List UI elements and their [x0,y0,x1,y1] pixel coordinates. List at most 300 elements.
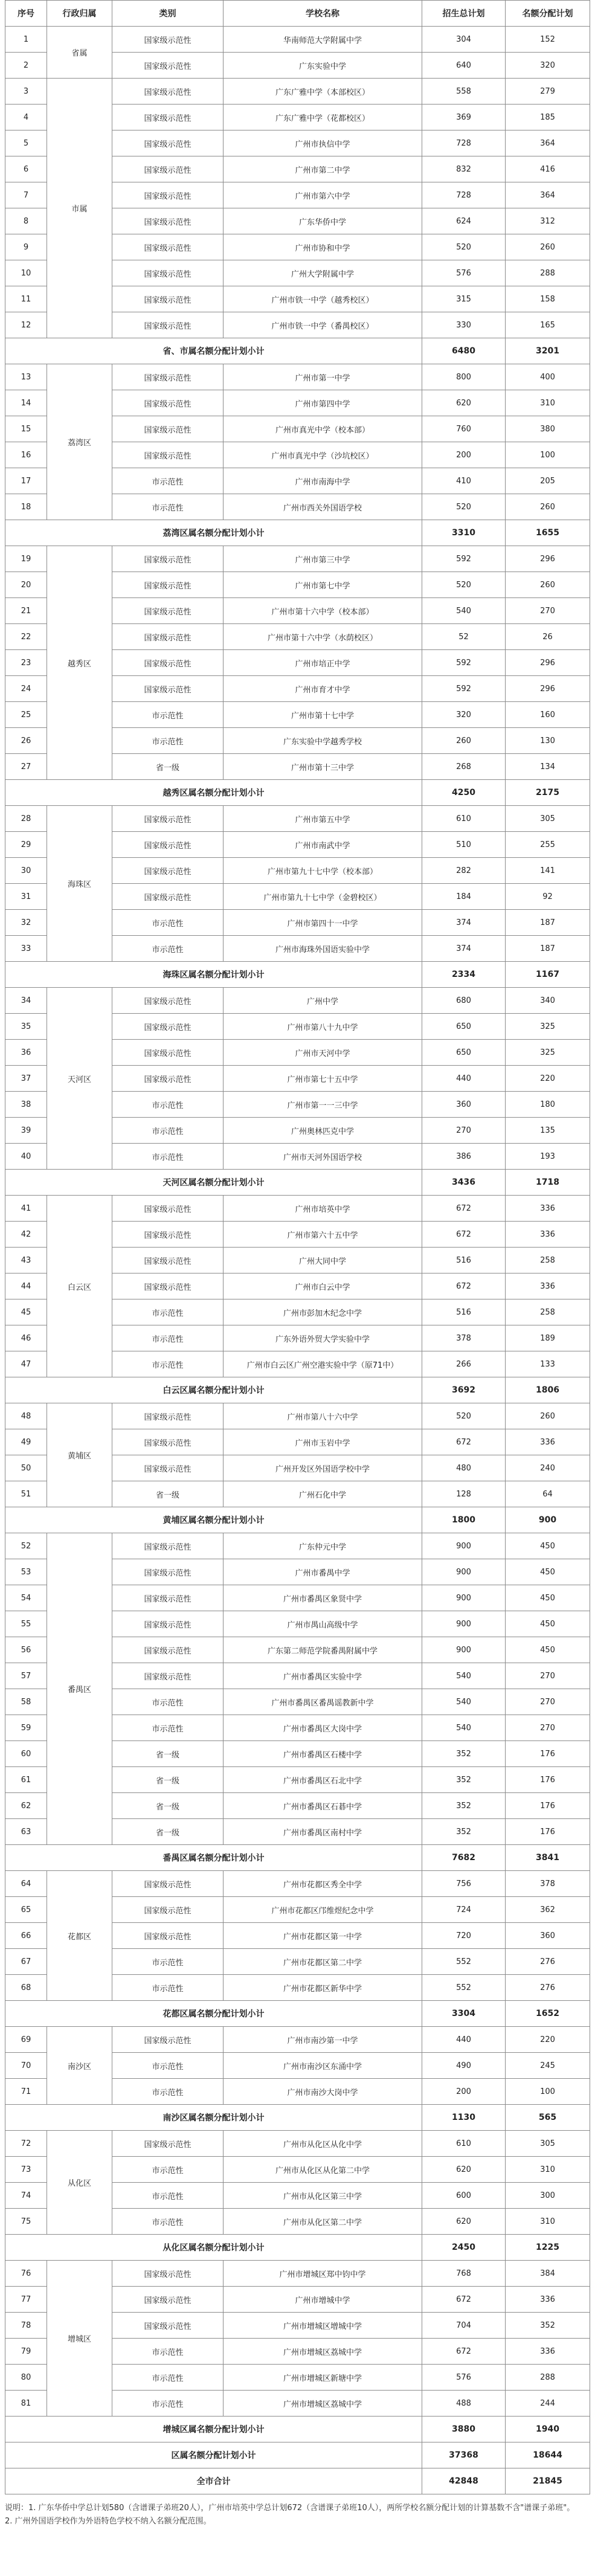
category-cell: 市示范性 [112,2079,224,2105]
row-index: 51 [5,1481,47,1507]
category-cell: 国家级示范性 [112,1222,224,1248]
category-cell: 市示范性 [112,1118,224,1144]
subtotal-row [5,2417,590,2442]
subtotal-quota-plan: 1167 [506,962,590,988]
category-cell: 国家级示范性 [112,1274,224,1299]
grand-total-row-quota-plan: 21845 [506,2468,590,2494]
quota-plan-cell: 288 [506,260,590,286]
category-cell: 国家级示范性 [112,1040,224,1066]
row-index: 48 [5,1403,47,1429]
school-name-cell: 广州市第十七中学 [224,702,422,728]
category-cell: 国家级示范性 [112,676,224,702]
category-cell: 国家级示范性 [112,572,224,598]
subtotal-quota-plan: 2175 [506,780,590,806]
quota-plan-cell: 270 [506,1715,590,1741]
category-cell: 市示范性 [112,1689,224,1715]
quota-plan-cell: 240 [506,1455,590,1481]
total-plan-cell: 704 [422,2313,506,2339]
total-plan-cell: 440 [422,1066,506,1092]
quota-plan-cell: 450 [506,1585,590,1611]
school-name-cell: 广州市从化区第三中学 [224,2183,422,2209]
row-index: 68 [5,1975,47,2001]
school-name-cell: 广东广雅中学（花都校区） [224,105,422,130]
row-index: 30 [5,858,47,884]
quota-plan-cell: 288 [506,2365,590,2391]
total-plan-cell: 620 [422,2157,506,2183]
district-cell: 黄埔区 [47,1403,112,1507]
district-cell: 荔湾区 [47,364,112,520]
total-plan-cell: 720 [422,1923,506,1949]
subtotal-label: 荔湾区属名额分配计划小计 [5,520,422,546]
quota-plan-cell: 300 [506,2183,590,2209]
quota-plan-cell: 134 [506,754,590,780]
school-name-cell: 广州市第七十五中学 [224,1066,422,1092]
total-plan-cell: 520 [422,234,506,260]
subtotal-quota-plan: 1655 [506,520,590,546]
category-cell: 国家级示范性 [112,858,224,884]
header-cell-district: 行政归属 [47,1,112,27]
category-cell: 国家级示范性 [112,2313,224,2339]
school-name-cell: 广州市南海中学 [224,468,422,494]
category-cell: 国家级示范性 [112,1455,224,1481]
quota-plan-cell: 26 [506,624,590,650]
total-plan-cell: 270 [422,1118,506,1144]
category-cell: 市示范性 [112,702,224,728]
school-name-cell: 广州市白云区广州空港实验中学（原71中） [224,1351,422,1377]
quota-plan-cell: 276 [506,1949,590,1975]
header-cell-category: 类别 [112,1,224,27]
school-name-cell: 广州大学附属中学 [224,260,422,286]
school-name-cell: 广州市第八十九中学 [224,1014,422,1040]
subtotal-row [5,1170,590,1196]
row-index: 62 [5,1793,47,1819]
quota-plan-cell: 100 [506,442,590,468]
quota-plan-cell: 325 [506,1040,590,1066]
quota-plan-cell: 133 [506,1351,590,1377]
total-plan-cell: 900 [422,1637,506,1663]
total-plan-cell: 374 [422,910,506,936]
category-cell: 市示范性 [112,2157,224,2183]
subtotal-label: 番禺区属名额分配计划小计 [5,1845,422,1871]
school-name-cell: 广州市第九十七中学（校本部） [224,858,422,884]
total-plan-cell: 900 [422,1585,506,1611]
category-cell: 国家级示范性 [112,1663,224,1689]
school-name-cell: 广州市第十六中学（水荫校区） [224,624,422,650]
row-index: 65 [5,1897,47,1923]
row-index: 14 [5,390,47,416]
quota-plan-cell: 205 [506,468,590,494]
category-cell: 国家级示范性 [112,53,224,79]
school-name-cell: 广州市培英中学 [224,1196,422,1222]
school-name-cell: 广州市执信中学 [224,130,422,156]
row-index: 19 [5,546,47,572]
quota-plan-cell: 244 [506,2391,590,2417]
school-name-cell: 广州市番禺区象贤中学 [224,1585,422,1611]
total-plan-cell: 672 [422,1429,506,1455]
subtotal-row [5,520,590,546]
total-plan-cell: 520 [422,494,506,520]
district-total-row [5,2442,590,2468]
total-plan-cell: 672 [422,1222,506,1248]
row-index: 4 [5,105,47,130]
school-name-cell: 广州市花都区邝维煜纪念中学 [224,1897,422,1923]
quota-plan-cell: 310 [506,2209,590,2235]
total-plan-cell: 800 [422,364,506,390]
category-cell: 国家级示范性 [112,1533,224,1559]
row-index: 71 [5,2079,47,2105]
category-cell: 市示范性 [112,2053,224,2079]
school-name-cell: 广东实验中学 [224,53,422,79]
total-plan-cell: 128 [422,1481,506,1507]
row-index: 59 [5,1715,47,1741]
district-cell: 白云区 [47,1196,112,1377]
school-name-cell: 广州市第六十五中学 [224,1222,422,1248]
row-index: 61 [5,1767,47,1793]
category-cell: 省一级 [112,1767,224,1793]
subtotal-total-plan: 1800 [422,1507,506,1533]
school-name-cell: 广州市番禺中学 [224,1559,422,1585]
school-name-cell: 广州市玉岩中学 [224,1429,422,1455]
subtotal-label: 增城区属名额分配计划小计 [5,2417,422,2442]
category-cell: 国家级示范性 [112,624,224,650]
total-plan-cell: 200 [422,2079,506,2105]
header-cell-school: 学校名称 [224,1,422,27]
total-plan-cell: 378 [422,1325,506,1351]
school-name-cell: 广州市增城中学 [224,2287,422,2313]
row-index: 76 [5,2261,47,2287]
total-plan-cell: 672 [422,1274,506,1299]
school-name-cell: 广州市花都区新华中学 [224,1975,422,2001]
category-cell: 国家级示范性 [112,806,224,832]
row-index: 73 [5,2157,47,2183]
total-plan-cell: 592 [422,546,506,572]
school-name-cell: 广东第二师范学院番禺附属中学 [224,1637,422,1663]
table-row [5,1533,590,1559]
district-cell: 市属 [47,79,112,338]
quota-plan-cell: 364 [506,182,590,208]
school-name-cell: 广州市海珠外国语实验中学 [224,936,422,962]
row-index: 33 [5,936,47,962]
row-index: 13 [5,364,47,390]
quota-plan-cell: 336 [506,1196,590,1222]
quota-plan-cell: 130 [506,728,590,754]
quota-plan-cell: 176 [506,1793,590,1819]
school-name-cell: 广州市铁一中学（番禺校区） [224,312,422,338]
quota-plan-cell: 400 [506,364,590,390]
quota-plan-cell: 270 [506,598,590,624]
table-body [5,27,590,2494]
table-row [5,27,590,53]
total-plan-cell: 386 [422,1144,506,1170]
subtotal-total-plan: 1130 [422,2105,506,2131]
row-index: 47 [5,1351,47,1377]
row-index: 58 [5,1689,47,1715]
subtotal-label: 黄埔区属名额分配计划小计 [5,1507,422,1533]
category-cell: 国家级示范性 [112,1014,224,1040]
quota-plan-cell: 92 [506,884,590,910]
subtotal-quota-plan: 1718 [506,1170,590,1196]
total-plan-cell: 282 [422,858,506,884]
row-index: 12 [5,312,47,338]
quota-plan-cell: 450 [506,1611,590,1637]
total-plan-cell: 330 [422,312,506,338]
row-index: 45 [5,1299,47,1325]
header-cell-index: 序号 [5,1,47,27]
row-index: 66 [5,1923,47,1949]
school-name-cell: 广州市从化区从化中学 [224,2131,422,2157]
subtotal-label: 越秀区属名额分配计划小计 [5,780,422,806]
total-plan-cell: 266 [422,1351,506,1377]
school-name-cell: 广州市番禺区实验中学 [224,1663,422,1689]
note-line: 2. 广州外国语学校作为外语特色学校不纳入名额分配范围。 [5,2517,211,2526]
quota-plan-cell: 325 [506,1014,590,1040]
district-total-row-total-plan: 37368 [422,2442,506,2468]
category-cell: 国家级示范性 [112,182,224,208]
category-cell: 市示范性 [112,1975,224,2001]
school-name-cell: 广州市真光中学（校本部） [224,416,422,442]
row-index: 38 [5,1092,47,1118]
district-cell: 省属 [47,27,112,79]
subtotal-label: 从化区属名额分配计划小计 [5,2235,422,2261]
row-index: 18 [5,494,47,520]
school-name-cell: 广州市从化区第二中学 [224,2209,422,2235]
total-plan-cell: 760 [422,416,506,442]
row-index: 81 [5,2391,47,2417]
quota-plan-cell: 276 [506,1975,590,2001]
quota-plan-cell: 279 [506,79,590,105]
category-cell: 国家级示范性 [112,1429,224,1455]
total-plan-cell: 315 [422,286,506,312]
table-row [5,2261,590,2287]
quota-plan-cell: 450 [506,1559,590,1585]
school-name-cell: 广州市培正中学 [224,650,422,676]
row-index: 60 [5,1741,47,1767]
quota-plan-cell: 189 [506,1325,590,1351]
row-index: 44 [5,1274,47,1299]
school-name-cell: 广州市禺山高级中学 [224,1611,422,1637]
category-cell: 国家级示范性 [112,364,224,390]
school-name-cell: 广州市天河中学 [224,1040,422,1066]
subtotal-total-plan: 2334 [422,962,506,988]
quota-plan-cell: 260 [506,494,590,520]
category-cell: 国家级示范性 [112,312,224,338]
row-index: 79 [5,2339,47,2365]
district-cell: 花都区 [47,1871,112,2001]
subtotal-quota-plan: 900 [506,1507,590,1533]
school-name-cell: 广东广雅中学（本部校区） [224,79,422,105]
total-plan-cell: 724 [422,1897,506,1923]
total-plan-cell: 260 [422,728,506,754]
school-name-cell: 广州市第一中学 [224,364,422,390]
category-cell: 市示范性 [112,2183,224,2209]
total-plan-cell: 640 [422,53,506,79]
quota-plan-cell: 450 [506,1637,590,1663]
category-cell: 省一级 [112,1793,224,1819]
row-index: 5 [5,130,47,156]
table-row [5,806,590,832]
school-name-cell: 广州大同中学 [224,1248,422,1274]
school-name-cell: 广州市番禺区石北中学 [224,1767,422,1793]
total-plan-cell: 490 [422,2053,506,2079]
row-index: 28 [5,806,47,832]
row-index: 6 [5,156,47,182]
row-index: 57 [5,1663,47,1689]
total-plan-cell: 592 [422,676,506,702]
quota-plan-cell: 100 [506,2079,590,2105]
total-plan-cell: 352 [422,1793,506,1819]
category-cell: 国家级示范性 [112,156,224,182]
school-name-cell: 广东外语外贸大学实验中学 [224,1325,422,1351]
total-plan-cell: 510 [422,832,506,858]
school-name-cell: 广州开发区外国语学校中学 [224,1455,422,1481]
school-name-cell: 广州市增城区新塘中学 [224,2365,422,2391]
row-index: 32 [5,910,47,936]
row-index: 8 [5,208,47,234]
total-plan-cell: 768 [422,2261,506,2287]
grand-total-row-label: 全市合计 [5,2468,422,2494]
subtotal-row [5,780,590,806]
category-cell: 国家级示范性 [112,234,224,260]
category-cell: 国家级示范性 [112,105,224,130]
category-cell: 省一级 [112,1819,224,1845]
category-cell: 国家级示范性 [112,390,224,416]
row-index: 7 [5,182,47,208]
total-plan-cell: 374 [422,936,506,962]
school-name-cell: 广州市番禺区番禺谣教新中学 [224,1689,422,1715]
category-cell: 省一级 [112,754,224,780]
total-plan-cell: 540 [422,1715,506,1741]
total-plan-cell: 352 [422,1741,506,1767]
school-name-cell: 广州石化中学 [224,1481,422,1507]
row-index: 15 [5,416,47,442]
category-cell: 市示范性 [112,910,224,936]
category-cell: 国家级示范性 [112,988,224,1014]
category-cell: 国家级示范性 [112,79,224,105]
school-name-cell: 广州市花都区秀全中学 [224,1871,422,1897]
school-name-cell: 广州市天河外国语学校 [224,1144,422,1170]
total-plan-cell: 620 [422,2209,506,2235]
quota-plan-cell: 245 [506,2053,590,2079]
category-cell: 国家级示范性 [112,2287,224,2313]
row-index: 52 [5,1533,47,1559]
row-index: 37 [5,1066,47,1092]
total-plan-cell: 650 [422,1014,506,1040]
header-cell-total-plan: 招生总计划 [422,1,506,27]
row-index: 1 [5,27,47,53]
school-name-cell: 广州市番禺区南村中学 [224,1819,422,1845]
quota-plan-cell: 364 [506,130,590,156]
total-plan-cell: 200 [422,442,506,468]
quota-plan-cell: 260 [506,1403,590,1429]
quota-plan-cell: 258 [506,1299,590,1325]
subtotal-quota-plan: 3841 [506,1845,590,1871]
quota-plan-cell: 270 [506,1689,590,1715]
table-row [5,1871,590,1897]
category-cell: 国家级示范性 [112,416,224,442]
table-row [5,1196,590,1222]
row-index: 3 [5,79,47,105]
total-plan-cell: 610 [422,2131,506,2157]
school-name-cell: 广州市白云中学 [224,1274,422,1299]
school-name-cell: 广东华侨中学 [224,208,422,234]
quota-plan-cell: 64 [506,1481,590,1507]
category-cell: 国家级示范性 [112,1403,224,1429]
subtotal-row [5,962,590,988]
total-plan-cell: 480 [422,1455,506,1481]
quota-plan-cell: 450 [506,1533,590,1559]
school-name-cell: 广州市第四中学 [224,390,422,416]
subtotal-total-plan: 3692 [422,1377,506,1403]
quota-plan-cell: 310 [506,2157,590,2183]
row-index: 16 [5,442,47,468]
subtotal-total-plan: 4250 [422,780,506,806]
total-plan-cell: 540 [422,1663,506,1689]
row-index: 31 [5,884,47,910]
category-cell: 国家级示范性 [112,260,224,286]
total-plan-cell: 488 [422,2391,506,2417]
school-name-cell: 广州市第三中学 [224,546,422,572]
quota-plan-cell: 296 [506,650,590,676]
quota-plan-cell: 158 [506,286,590,312]
table-row [5,2131,590,2157]
category-cell: 国家级示范性 [112,1637,224,1663]
category-cell: 国家级示范性 [112,884,224,910]
category-cell: 市示范性 [112,2365,224,2391]
quota-plan-cell: 258 [506,1248,590,1274]
district-total-row-quota-plan: 18644 [506,2442,590,2468]
total-plan-cell: 900 [422,1533,506,1559]
subtotal-label: 天河区属名额分配计划小计 [5,1170,422,1196]
quota-plan-cell: 187 [506,910,590,936]
category-cell: 市示范性 [112,1715,224,1741]
grand-total-row-total-plan: 42848 [422,2468,506,2494]
subtotal-row [5,1507,590,1533]
category-cell: 国家级示范性 [112,546,224,572]
row-index: 17 [5,468,47,494]
quota-plan-cell: 135 [506,1118,590,1144]
row-index: 67 [5,1949,47,1975]
category-cell: 国家级示范性 [112,1871,224,1897]
subtotal-label: 南沙区属名额分配计划小计 [5,2105,422,2131]
school-name-cell: 广州市第九十七中学（金碧校区） [224,884,422,910]
quota-plan-cell: 260 [506,572,590,598]
row-index: 29 [5,832,47,858]
quota-plan-cell: 141 [506,858,590,884]
school-name-cell: 广州市第六中学 [224,182,422,208]
category-cell: 市示范性 [112,1949,224,1975]
category-cell: 国家级示范性 [112,208,224,234]
category-cell: 国家级示范性 [112,598,224,624]
school-name-cell: 广州市南沙第一中学 [224,2027,422,2053]
school-name-cell: 广州市第五中学 [224,806,422,832]
category-cell: 市示范性 [112,2339,224,2365]
school-name-cell: 广州市花都区第一中学 [224,1923,422,1949]
total-plan-cell: 600 [422,2183,506,2209]
category-cell: 国家级示范性 [112,130,224,156]
table-row [5,79,590,105]
quota-plan-cell: 152 [506,27,590,53]
quota-plan-cell: 305 [506,2131,590,2157]
district-cell: 天河区 [47,988,112,1170]
category-cell: 市示范性 [112,2391,224,2417]
school-name-cell: 广州市第八十六中学 [224,1403,422,1429]
category-cell: 省一级 [112,1741,224,1767]
subtotal-quota-plan: 1652 [506,2001,590,2027]
school-name-cell: 广州市第四十一中学 [224,910,422,936]
total-plan-cell: 520 [422,572,506,598]
row-index: 56 [5,1637,47,1663]
quota-plan-cell: 416 [506,156,590,182]
